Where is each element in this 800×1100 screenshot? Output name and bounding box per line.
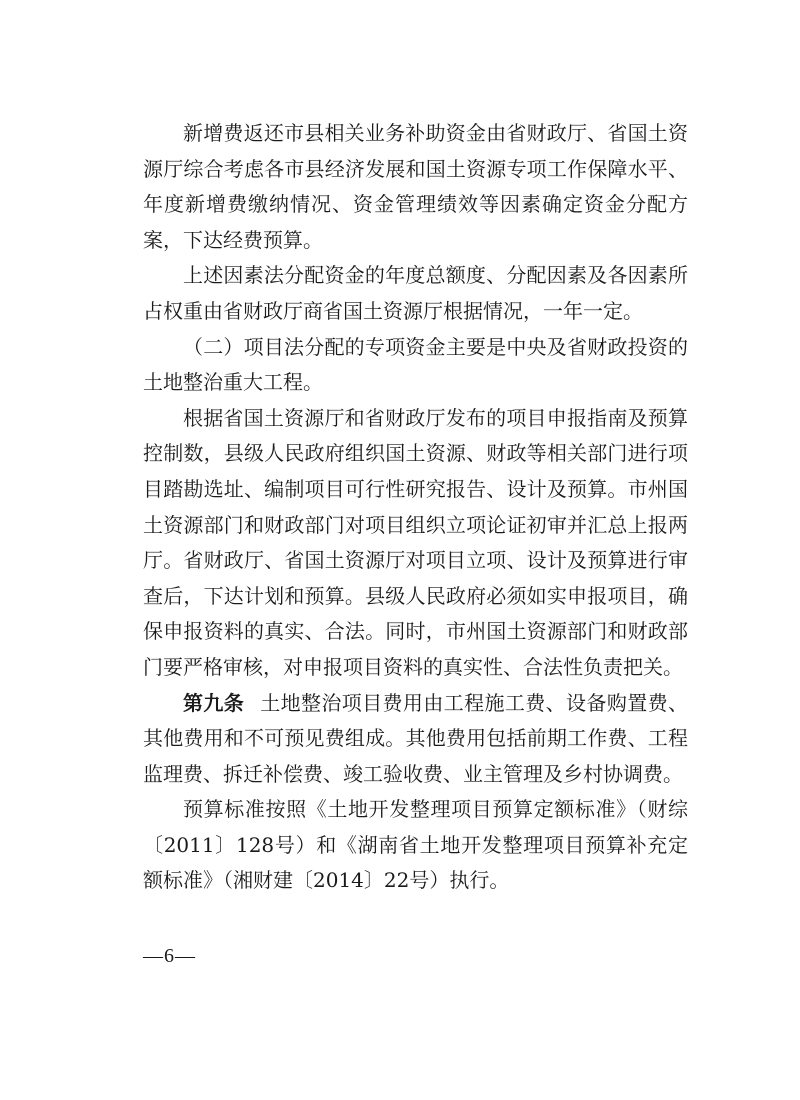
- paragraph-3: （二）项目法分配的专项资金主要是中央及省财政投资的土地整治重大工程。: [143, 334, 688, 395]
- body-text: [143, 116, 688, 899]
- paragraph-5: [143, 686, 688, 793]
- paragraph-4: 根据省国土资源厅和省财政厅发布的项目申报指南及预算控制数，县级人民政府组织国土资源、财政等相关部门进行项目踏勘选址、编制项目可行性研究报告、设计及预算。市州国土资源部门和财政部门对项目组织立项论证初审并汇总上报两厅。省财政厅、省国土资源厅对项目立项、设计及预算进行审查后，下达计划和预算。县级人民政府必须如实申报项目，确保申报资料的真实、合法。同时，市州国土资源部门和财政部门要严格审核，对申报项目资料的真实性、合法性负责把关。: [143, 405, 688, 679]
- paragraph-1: 新增费返还市县相关业务补助资金由省财政厅、省国土资源厅综合考虑各市县经济发展和国土资源专项工作保障水平、年度新增费缴纳情况、资金管理绩效等因素确定资金分配方案，下达经费预算。: [143, 121, 688, 252]
- page-number: —6—: [143, 945, 196, 967]
- paragraph-6: 预算标准按照《土地开发整理项目预算定额标准》（财综〔2011〕128号）和《湖南省土地开发整理项目预算补充定额标准》（湘财建〔2014〕22号）执行。: [143, 797, 688, 893]
- article-text: 土地整治项目费用由工程施工费、设备购置费、其他费用和不可预见费组成。其他费用包括前期工作费、工程监理费、拆迁补偿费、竣工验收费、业主管理及乡村协调费。: [143, 690, 689, 786]
- article-label: 第九条: [183, 690, 245, 715]
- paragraph-2: 上述因素法分配资金的年度总额度、分配因素及各因素所占权重由省财政厅商省国土资源厅根据情况，一年一定。: [143, 263, 688, 323]
